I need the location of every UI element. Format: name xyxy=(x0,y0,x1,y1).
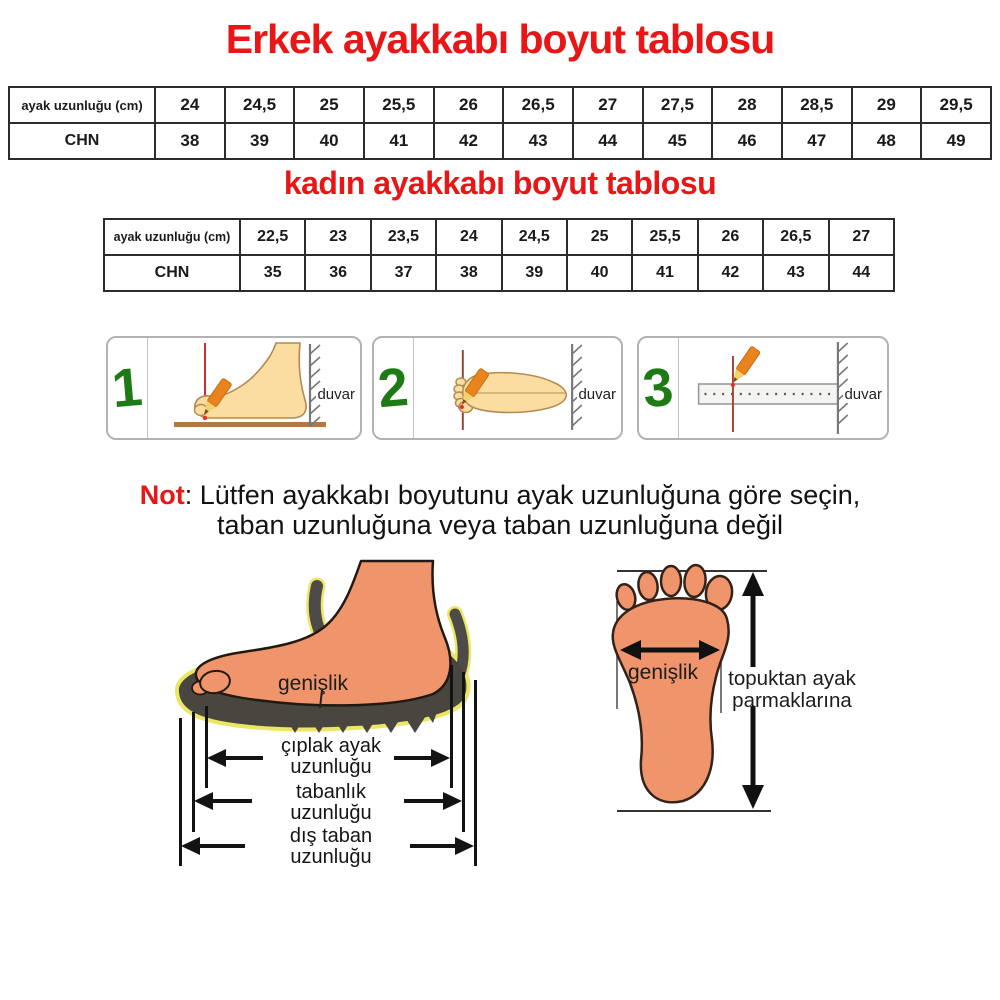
measure-boundary-line xyxy=(474,680,477,866)
men-chn-cell: 46 xyxy=(712,123,782,159)
women-foot-length-cell: 24 xyxy=(436,219,501,255)
wall-label: duvar xyxy=(317,386,355,403)
men-chn-cell: 43 xyxy=(503,123,573,159)
men-foot-length-cell: 29 xyxy=(852,87,922,123)
women-chn-cell: 36 xyxy=(305,255,370,291)
step-1-number: 1 xyxy=(108,338,148,438)
men-chn-cell: 44 xyxy=(573,123,643,159)
women-foot-length-cell: 23,5 xyxy=(371,219,436,255)
men-foot-length-cell: 27 xyxy=(573,87,643,123)
men-chn-cell: 38 xyxy=(155,123,225,159)
men-chn-header: CHN xyxy=(9,123,155,159)
women-chn-cell: 35 xyxy=(240,255,305,291)
women-chn-cell: 44 xyxy=(829,255,894,291)
women-foot-length-header: ayak uzunluğu (cm) xyxy=(104,219,240,255)
step-2-number: 2 xyxy=(374,338,414,438)
outsole-length-label: dış taban uzunluğu xyxy=(289,825,373,868)
men-foot-length-cell: 24,5 xyxy=(225,87,295,123)
men-chn-cell: 45 xyxy=(643,123,713,159)
note-text xyxy=(0,480,1000,540)
men-size-table xyxy=(8,86,992,160)
men-foot-length-cell: 27,5 xyxy=(643,87,713,123)
men-foot-length-cell: 28,5 xyxy=(782,87,852,123)
women-section-title: kadın ayakkabı boyut tablosu xyxy=(283,165,717,201)
dimension-arrow-left xyxy=(199,837,245,855)
women-chn-cell: 42 xyxy=(698,255,763,291)
pencil-mark xyxy=(731,383,735,387)
men-chn-cell: 40 xyxy=(294,123,364,159)
men-chn-cell: 47 xyxy=(782,123,852,159)
ruler-illustration xyxy=(699,384,838,404)
pencil-mark xyxy=(460,405,464,409)
women-foot-length-cell: 23 xyxy=(305,219,370,255)
women-chn-cell: 38 xyxy=(436,255,501,291)
men-foot-length-cell: 29,5 xyxy=(921,87,991,123)
women-chn-cell: 39 xyxy=(502,255,567,291)
women-foot-length-cell: 24,5 xyxy=(502,219,567,255)
men-foot-length-row xyxy=(9,87,991,123)
women-foot-length-cell: 26 xyxy=(698,219,763,255)
women-foot-length-cell: 27 xyxy=(829,219,894,255)
side-width-label: genişlik xyxy=(277,672,349,695)
women-chn-cell: 41 xyxy=(632,255,697,291)
men-foot-length-cell: 25,5 xyxy=(364,87,434,123)
men-foot-length-cell: 24 xyxy=(155,87,225,123)
women-foot-length-cell: 25 xyxy=(567,219,632,255)
women-foot-length-cell: 25,5 xyxy=(632,219,697,255)
men-foot-length-cell: 26,5 xyxy=(503,87,573,123)
note-label: Not xyxy=(139,480,185,510)
women-chn-cell: 40 xyxy=(567,255,632,291)
men-chn-cell: 41 xyxy=(364,123,434,159)
pencil-mark xyxy=(203,416,207,420)
men-chn-cell: 48 xyxy=(852,123,922,159)
men-foot-length-cell: 25 xyxy=(294,87,364,123)
men-chn-cell: 49 xyxy=(921,123,991,159)
measure-boundary-line xyxy=(192,712,195,832)
insole-length-label: tabanlık uzunluğu xyxy=(290,781,372,824)
note-line-1: Not: Lütfen ayakkabı boyutunu ayak uzunluğuna göre seçin, xyxy=(139,480,861,510)
women-foot-length-row xyxy=(104,219,894,255)
men-section-title: Erkek ayakkabı boyut tablosu xyxy=(225,16,775,62)
wall-label: duvar xyxy=(844,386,882,403)
women-foot-length-cell: 26,5 xyxy=(763,219,828,255)
wall-label: duvar xyxy=(578,386,616,403)
women-chn-header: CHN xyxy=(104,255,240,291)
sole-view-measurement-diagram xyxy=(595,555,915,830)
measure-boundary-line xyxy=(450,665,453,788)
men-foot-length-cell: 28 xyxy=(712,87,782,123)
men-foot-length-cell: 26 xyxy=(434,87,504,123)
men-chn-row xyxy=(9,123,991,159)
measure-step-2-panel xyxy=(372,336,623,440)
measure-boundary-line xyxy=(462,672,465,832)
women-chn-cell: 43 xyxy=(763,255,828,291)
dimension-arrow-right xyxy=(410,837,456,855)
women-size-table xyxy=(103,218,895,292)
men-foot-length-header: ayak uzunluğu (cm) xyxy=(9,87,155,123)
measure-step-1-panel xyxy=(106,336,362,440)
measure-step-3-panel xyxy=(637,336,889,440)
barefoot-length-label: çıplak ayak uzunluğu xyxy=(280,735,382,778)
women-chn-row xyxy=(104,255,894,291)
floor-board xyxy=(174,422,326,427)
wall-hatch xyxy=(310,344,320,426)
note-line-2: taban uzunluğuna veya taban uzunluğuna değil xyxy=(217,510,783,540)
men-chn-cell: 39 xyxy=(225,123,295,159)
women-foot-length-cell: 22,5 xyxy=(240,219,305,255)
side-view-measurement-diagram xyxy=(165,556,517,886)
dimension-arrow-left xyxy=(212,792,252,810)
men-chn-cell: 42 xyxy=(434,123,504,159)
women-chn-cell: 37 xyxy=(371,255,436,291)
heel-to-toe-label: topuktan ayak parmaklarına xyxy=(728,667,856,712)
measure-boundary-line xyxy=(205,706,208,788)
sole-width-label: genişlik xyxy=(627,661,699,684)
step-3-number: 3 xyxy=(639,338,679,438)
